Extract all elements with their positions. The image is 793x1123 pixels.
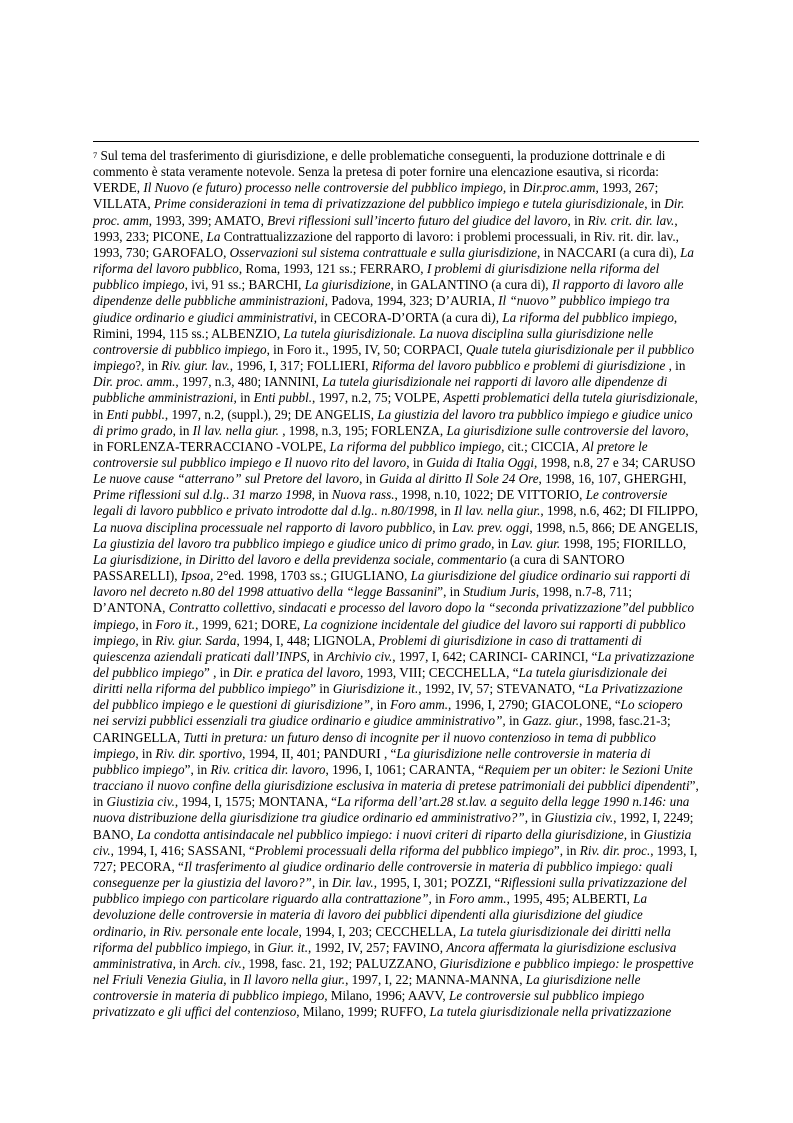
footnote-text-run: (a cura di SANTORO PASSARELLI),	[93, 551, 625, 584]
footnote-text-run: in	[138, 632, 156, 648]
footnote-italic-run: Giustizia civ.	[93, 826, 692, 858]
footnote-text-run: , in	[311, 487, 332, 503]
footnote-italic-run: La giustizia del lavoro tra pubblico impiego e giudice unico di primo grado	[93, 535, 492, 551]
footnote-text-run: , in	[359, 471, 380, 487]
footnote-text-run: , 1998, n.5, 866; DE ANGELIS,	[529, 519, 699, 535]
footnote-italic-run: La cognizione incidentale del giudice del lavoro sui rapporti di pubblico impiego,	[93, 616, 686, 648]
footnote-italic-run: La tutela giurisdizionale. La nuova disciplina sulla giurisdizione nelle controversie di pubblico impiego	[93, 325, 654, 357]
footnote-number: 7	[93, 150, 98, 160]
footnote-text-run: , 1992, I, 2249; BANO,	[93, 810, 694, 842]
footnote-text-run: , 1994, II, 401; PANDURI , “	[242, 745, 397, 761]
footnote-italic-run: Lav. prev. oggi	[452, 519, 530, 535]
footnote-text-run: in	[373, 697, 391, 713]
footnote-text-run: Milano, 1996; AAVV,	[327, 988, 450, 1004]
footnote-text-run: ?, in	[135, 358, 162, 374]
footnote-text-run: , in	[434, 503, 455, 519]
footnote-text-run: , 1994, I, 416; SASSANI, “	[110, 842, 255, 858]
footnote-text-run: 1993, 267; VILLATA,	[93, 180, 659, 212]
footnote-italic-run: Riv. giur. lav.	[161, 358, 230, 374]
footnote-italic-run: La tutela giurisdizionale dei diritti nella riforma del pubblico impiego	[93, 665, 668, 697]
footnote-italic-run: La riforma del pubblico impiego,	[329, 438, 505, 454]
footnote-italic-run: Le controversie sul pubblico impiego privatizzato e gli uffici del contenzioso	[93, 988, 645, 1020]
footnote-italic-run: Al pretore le controversie sul pubblico impiego e Il nuovo rito del lavoro	[93, 438, 648, 470]
footnote-italic-run: Riv. critica dir. lavoro	[210, 761, 326, 777]
footnote-italic-run: Dir. proc. amm.	[93, 374, 176, 390]
footnote-text-run: , 1996, I, 1061; CARANTA, “	[325, 761, 484, 777]
footnote-italic-run: La tutela giurisdizionale nei rapporti di lavoro alle dipendenze di pubbliche amministrazioni,	[93, 374, 668, 406]
footnote-text-run: in	[315, 875, 332, 891]
footnote-text-run: Contrattualizzazione del rapporto di lavoro: i problemi processuali, in Riv. rit. dir. lav., 1993, 730; GAROFALO,	[93, 228, 679, 260]
footnote-text-run: , 1998, n.8, 27 e 34; CARUSO	[534, 454, 696, 470]
footnote-italic-run: Aspetti problematici della tutela giurisdizionale,	[443, 390, 698, 406]
footnote-text-run: , in FORLENZA-TERRACCIANO -VOLPE,	[93, 422, 689, 454]
footnote-italic-run: Giustizia civ.	[544, 810, 614, 826]
footnote-italic-run: Il lavoro nella giur.	[243, 971, 346, 987]
footnote-italic-run: Archivio civ.	[326, 648, 393, 664]
footnote-italic-run: Gazz. giur.	[522, 713, 580, 729]
footnote-italic-run: La Privatizzazione del pubblico impiego e le questioni di giurisdizione”,	[93, 681, 683, 713]
footnote-italic-run: Riv. dir. proc.	[579, 842, 651, 858]
footnote-italic-run: Prime considerazioni in tema di privatizzazione del pubblico impiego e tutela giurisdizionale	[154, 196, 645, 212]
footnote-text-run: , in NACCARI (a cura di),	[537, 244, 681, 260]
footnote-italic-run: Brevi riflessioni sull’incerto futuro del giudice del lavoro	[267, 212, 568, 228]
footnote-italic-run: Problemi processuali della riforma del pubblico impiego	[254, 842, 554, 858]
footnote-text-run: , in	[644, 196, 665, 212]
footnote-italic-run: Il Nuovo (e futuro) processo nelle controversie del pubblico impiego,	[143, 180, 507, 196]
footnote-text-run: , 1996, I, 317; FOLLIERI,	[229, 358, 372, 374]
footnote-italic-run: Arch. civ.	[192, 955, 242, 971]
footnote-text-run: , 1993, VIII; CECCHELLA, “	[360, 665, 519, 680]
footnote-text-run: Sul tema del trasferimento di giurisdizione, e delle problematiche conseguenti, la produzione dottrinale e di commento è stata veramente notevole. Senza la pretesa di poter fornire una elencazione esautiva, si ricorda: VERDE,	[93, 148, 666, 196]
footnote-text-run: , in	[247, 939, 268, 955]
footnote-italic-run: Foro it.	[155, 616, 196, 632]
footnote-text-run: , 1997, n.2, (suppl.), 29; DE ANGELIS,	[164, 406, 378, 422]
footnote-italic-run: La tutela giurisdizionale nella privatizzazione	[429, 1004, 672, 1020]
footnote-italic-run: Riflessioni sulla privatizzazione del pubblico impiego con particolare riguardo alla contrattazione”,	[93, 875, 687, 907]
footnote-italic-run: Le nuove cause “atterrano” sul Pretore del lavoro	[93, 471, 360, 487]
footnote-text-run: in	[527, 810, 545, 826]
footnote-italic-run: I problemi di giurisdizione nella riforma del pubblico impiego	[93, 261, 660, 293]
footnote-text-run: , 1994, I, 448; LIGNOLA,	[236, 632, 379, 648]
footnote-text-run: , in	[223, 971, 244, 987]
footnote-italic-run: La nuova disciplina processuale nel rapporto di lavoro pubblico	[93, 519, 433, 535]
footnote-text-run: , in	[567, 212, 588, 228]
footnote-text-run: , 1997, I, 642; CARINCI- CARINCI, “	[392, 648, 598, 664]
footnote-text-run: ”, in	[184, 761, 211, 777]
footnote-italic-run: Ipsoa,	[180, 568, 214, 584]
footnote-text-run: , 1993, 233; PICONE,	[93, 212, 678, 244]
footnote-text-run: in	[505, 713, 523, 729]
footnote-text-run: , 1998, fasc.21-3; CARINGELLA,	[93, 713, 671, 745]
footnote-italic-run: Lo sciopero nei servizi pubblici essenziali tra giudice ordinario e giudice amministrativo”,	[93, 697, 683, 729]
footnote-italic-run: Giur. it.	[267, 939, 308, 955]
footnote-text-run: , 1996, I, 2790; GIACOLONE, “	[448, 697, 621, 713]
footnote-italic-run: Guida di Italia Oggi	[426, 454, 535, 470]
footnote-italic-run: Enti pubbl.	[253, 390, 313, 406]
footnote-text-run: in	[309, 648, 327, 664]
footnote-text-run: in	[506, 180, 523, 196]
footnote-text-run: , in	[432, 519, 453, 535]
footnote-italic-run: Foro amm.	[390, 697, 449, 713]
footnote-italic-run: La giurisdizione sulle controversie del lavoro	[446, 422, 686, 438]
footnote-text-run: , in GALANTINO (a cura di),	[390, 277, 552, 293]
footnote-text-run: , in	[665, 358, 686, 374]
footnote-italic-run: Giurisdizione it.	[332, 681, 419, 697]
footnote-text-run: , in	[172, 422, 193, 438]
footnote-text-run: , 1998, 16, 107, GHERGHI,	[538, 471, 687, 487]
footnote-italic-run: Dir.proc.amm,	[522, 180, 599, 196]
footnote-italic-run: Giurisdizione e pubblico impiego: le prospettive nel Friuli Venezia Giulia	[93, 955, 694, 987]
footnote-italic-run: Nuova rass.	[331, 487, 395, 503]
footnote-italic-run: Prime riflessioni sul d.lg.. 31 marzo 1998	[93, 487, 312, 503]
footnote-text-run: in	[627, 826, 644, 842]
footnote-text-run: , ivi, 91 ss.; BARCHI,	[184, 277, 305, 293]
footnote-italic-run: Requiem per un obiter: le Sezioni Unite tracciano il nuovo confine della giurisdizione esclusiva in materia di pretese patrimoniali dei pubblici dipendenti	[93, 761, 693, 794]
footnote-italic-run: La giustizia del lavoro tra pubblico impiego e giudice unico di primo grado	[93, 406, 693, 438]
footnote-italic-run: Dir. proc. amm	[93, 196, 685, 228]
footnote-text-run: , 1993, 399; AMATO,	[148, 212, 268, 228]
footnote-italic-run: La giurisdizione nelle controversie in materia di pubblico impiego,	[93, 971, 641, 1004]
footnote-italic-run: La giurisdizione, in Diritto del lavoro e della previdenza sociale, commentario	[93, 551, 507, 567]
footnote-text-run: , 1993, I, 727; PECORA, “	[93, 842, 698, 874]
footnote-italic-run: Riv. dir. sportivo	[155, 745, 243, 761]
footnote-italic-run: Ancora affermata la giurisdizione esclusiva amministrativa,	[93, 939, 677, 971]
footnote-text-run: , 1998, n.6, 462; DI FILIPPO,	[540, 503, 699, 519]
footnote-italic-run: Quale tutela giurisdizionale per il pubblico impiego	[93, 341, 695, 374]
footnote-italic-run: La giurisdizione nelle controversie in materia di pubblico impiego	[93, 745, 651, 777]
footnote-italic-run: Le controversie legali di lavoro pubblico e privato introdotte dal d.lg.. n.80/1998	[93, 487, 668, 519]
footnote-italic-run: Il rapporto di lavoro alle dipendenze delle pubbliche amministrazioni	[93, 277, 684, 309]
footnote-italic-run: Il lav. nella giur.	[192, 422, 279, 438]
footnote-italic-run: Il lav. nella giur.	[454, 503, 541, 519]
footnote-text-run: , 1998, n.10, 1022; DE VITTORIO,	[394, 487, 586, 503]
footnote-text-run: , 1998, n.7-8, 711; D’ANTONA,	[93, 584, 633, 616]
footnote-italic-run: Studium Juris	[463, 584, 536, 600]
footnote-italic-run: La tutela giurisdizionale dei diritti nella riforma del pubblico impiego	[93, 923, 671, 955]
footnote-separator	[93, 141, 699, 142]
footnote-7	[93, 148, 699, 1020]
footnote-text-run: ”, in	[93, 778, 699, 810]
footnote-text-run: , in	[491, 535, 512, 551]
footnote-italic-run: Problemi di giurisdizione in caso di trattamenti di quiescenza aziendali praticati dall’INPS,	[93, 632, 642, 664]
footnote-italic-run: La giurisdizione del giudice ordinario sui rapporti di lavoro nel decreto n.80 del 1998 attuativo della “legge Bassanini	[93, 568, 691, 600]
footnote-italic-run: Il “nuovo” pubblico impiego tra giudice ordinario e giudici amministrativi	[93, 293, 670, 325]
footnote-italic-run: Tutti in pretura: un futuro denso di incognite per il nuovo contenzioso in tema di pubblico impiego	[93, 729, 656, 761]
footnote-text-run: , in	[135, 745, 156, 761]
footnote-text-run: , Padova, 1994, 323; D’AURIA,	[324, 293, 499, 309]
footnote-italic-run: La giurisdizione	[304, 277, 391, 293]
footnote-text-run: , 1997, n.3, 480; IANNINI,	[175, 374, 323, 390]
footnote-italic-run: Contratto collettivo, sindacati e processo del lavoro dopo la “seconda privatizzazione”del pubblico impiego	[93, 600, 695, 632]
footnote-italic-run: Riforma del lavoro pubblico e problemi di giurisdizione	[371, 358, 666, 374]
footnote-text-run: , 1997, I, 22; MANNA-MANNA,	[345, 971, 526, 987]
footnote-italic-run: Enti pubbl.	[106, 406, 165, 422]
footnote-text-run: , 1994, I, 1575; MONTANA, “	[174, 794, 337, 810]
footnote-italic-run: La condotta antisindacale nel pubblico impiego: i nuovi criteri di riparto della giurisdizione,	[136, 826, 627, 842]
footnote-text-run: , in CECORA-D’ORTA (a cura di	[313, 309, 492, 325]
footnote-italic-run: ), La riforma del pubblico impiego	[491, 309, 674, 325]
footnote-text-run: in	[236, 390, 254, 406]
footnote-text-run: , 1999, 621; DORE,	[195, 616, 304, 632]
footnote-text-run: 2°ed. 1998, 1703 ss.; GIUGLIANO,	[213, 568, 411, 584]
footnote-text-run: in	[175, 955, 193, 971]
footnote-text-run: , Rimini, 1994, 115 ss.; ALBENZIO,	[93, 309, 678, 341]
footnote-text-run: , in Foro it., 1995, IV, 50; CORPACI,	[266, 341, 466, 357]
footnote-italic-run: Dir. lav.	[331, 875, 374, 891]
footnote-text-run: , in	[406, 454, 427, 470]
footnote-italic-run: Lav. giur.	[511, 535, 561, 551]
footnote-text-run: , 1992, IV, 257; FAVINO,	[308, 939, 447, 955]
footnote-text-run: ”, in	[437, 584, 464, 600]
footnote-text-run: , 1997, n.2, 75; VOLPE,	[312, 390, 444, 406]
footnote-text-run: in	[431, 891, 449, 907]
footnote-italic-run: Giustizia civ.	[106, 794, 175, 810]
footnote-text-run: ” , in	[203, 665, 234, 680]
footnote-text-run: , in	[135, 616, 156, 632]
footnote-text-run: , 1998, fasc. 21, 192; PALUZZANO,	[241, 955, 440, 971]
footnote-italic-run: Riv. crit. dir. lav.	[587, 212, 675, 228]
footnote-italic-run: Osservazioni sul sistema contrattuale e sulla giurisdizione	[229, 244, 537, 260]
footnote-italic-run: La devoluzione delle controversie in materia di lavoro dei pubblici dipendenti alla giurisdizione del giudice ordinario, in Riv. personale ente locale	[93, 891, 648, 939]
footnote-text-run: ” in	[310, 681, 333, 697]
footnote-italic-run: La privatizzazione del pubblico impiego	[93, 648, 695, 680]
footnote-italic-run: La	[206, 228, 221, 244]
footnote-italic-run: Foro amm.	[448, 891, 507, 907]
footnote-text-run: ”, in	[553, 842, 580, 858]
footnote-text-run: 1998, 195; FIORILLO,	[560, 535, 687, 551]
footnote-italic-run: Guida al diritto Il Sole 24 Ore	[379, 471, 539, 487]
footnote-italic-run: Dir. e pratica del lavoro	[233, 665, 361, 680]
footnote-text-run: , Milano, 1999; RUFFO,	[296, 1004, 430, 1020]
footnote-italic-run: Il trasferimento al giudice ordinario delle controversie in materia di pubblico impiego: quali conseguenze per la giustizia del lavoro?”,	[93, 858, 673, 891]
footnote-text-run: , 1992, IV, 57; STEVANATO, “	[418, 681, 585, 697]
footnote-italic-run: La riforma dell’art.28 st.lav. a seguito della legge 1990 n.146: una nuova distribuzione della giurisdizione tra giudice ordinario ed amministrativo?”,	[93, 794, 690, 826]
footnote-text-run: cit.; CICCIA,	[504, 438, 583, 454]
footnote-text-run: in	[93, 406, 107, 422]
footnote-text-run: , 1994, I, 203; CECCHELLA,	[298, 923, 460, 939]
footnote-italic-run: Riv. giur. Sarda	[155, 632, 237, 648]
footnote-italic-run: La riforma del lavoro pubblico	[93, 244, 694, 277]
footnote-text-run: , 1998, n.3, 195; FORLENZA,	[278, 422, 447, 438]
footnote-text-run: , 1995, 495; ALBERTI,	[506, 891, 634, 907]
footnote-text-run: , 1995, I, 301; POZZI, “	[373, 875, 501, 891]
footnote-text-run: , Roma, 1993, 121 ss.; FERRARO,	[238, 261, 427, 277]
